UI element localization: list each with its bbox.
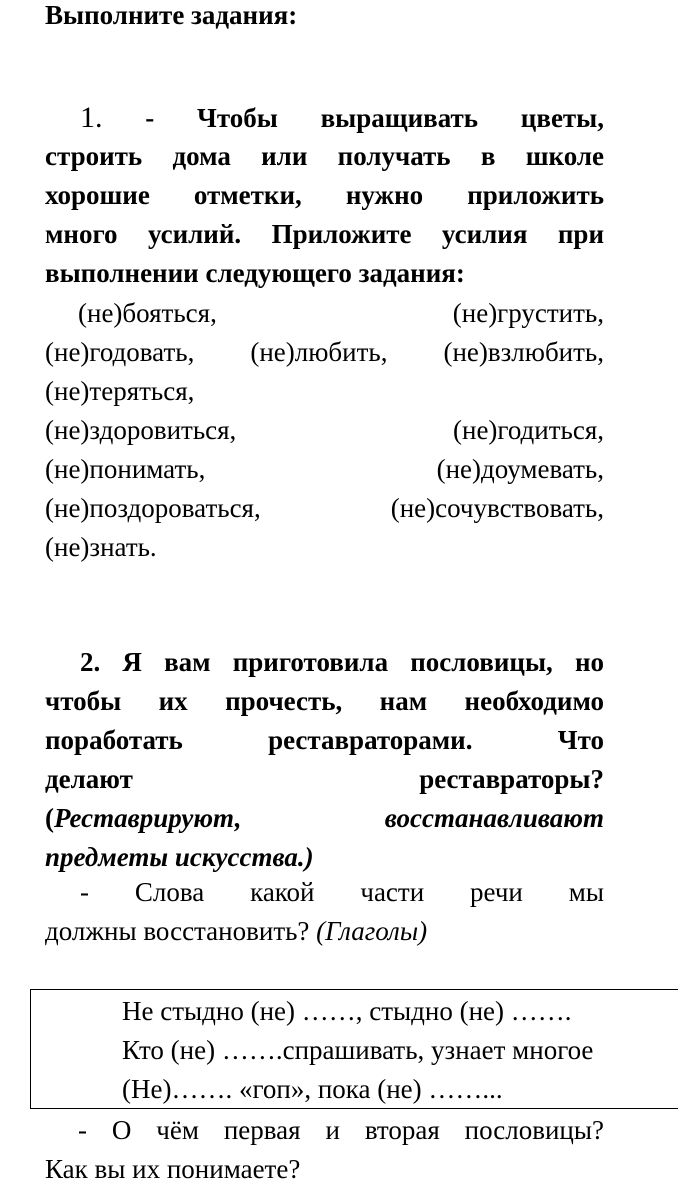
- task2-answer-line: [45, 799, 604, 838]
- task2-intro: [45, 643, 604, 877]
- task1-intro-line: выполнении следующего задания:: [45, 258, 465, 288]
- word-item: (не)грустить,: [452, 298, 604, 328]
- word-item: (не)доумевать,: [436, 454, 604, 484]
- task2-intro-line: поработать реставраторами. Что: [45, 725, 604, 755]
- page-heading: Выполните задания:: [45, 0, 298, 30]
- word-item: (не)понимать,: [45, 454, 206, 484]
- word-item: (не)сочувствовать,: [390, 493, 604, 523]
- open-paren: (: [45, 803, 54, 833]
- proverb-line: Не стыдно (не) ……, стыдно (не) …….: [122, 996, 572, 1026]
- task2-question-line: - Слова какой части речи мы: [80, 877, 604, 907]
- task1-intro-line: много усилий. Приложите усилия при: [45, 219, 604, 249]
- word-item: (не)здоровиться,: [45, 415, 237, 445]
- word-row: [45, 372, 604, 411]
- word-item: (не)бояться,: [78, 298, 217, 328]
- task2-answer-line: предметы искусства.): [45, 842, 314, 872]
- word-item: (не)годовать,: [45, 337, 195, 367]
- word-row: [45, 411, 604, 450]
- task2-question: [45, 873, 604, 951]
- task1-dash: -: [145, 103, 155, 133]
- task1-intro-line: Чтобы выращивать цветы,: [197, 103, 605, 133]
- task1-intro: [45, 98, 604, 293]
- final-question: [45, 1111, 604, 1189]
- word-row: [45, 528, 604, 567]
- task2-intro-line: чтобы их прочесть, нам необходимо: [45, 686, 604, 716]
- word-row: [45, 333, 604, 372]
- word-item: (не)взлюбить,: [443, 337, 604, 367]
- word-row: [45, 489, 604, 528]
- word-item: (не)любить,: [250, 337, 388, 367]
- proverbs-box: [30, 989, 678, 1109]
- task2-intro-line: делают реставраторы?: [45, 764, 604, 794]
- task2-answer-italic: Реставрируют, восстанавливают: [54, 803, 604, 833]
- question-text: должны восстановить?: [45, 916, 317, 946]
- final-question-line: Как вы их понимаете?: [45, 1154, 301, 1184]
- word-item: (не)годиться,: [453, 415, 604, 445]
- word-item: (не)знать.: [45, 532, 157, 562]
- proverb-line: (Не)……. «гоп», пока (не) ……...: [122, 1074, 503, 1104]
- final-question-line: - О чём первая и вторая пословицы?: [78, 1115, 604, 1145]
- task1-intro-line: строить дома или получать в школе: [45, 141, 604, 171]
- word-row: [45, 450, 604, 489]
- word-row: [45, 294, 604, 333]
- word-item: (не)поздороваться,: [45, 493, 261, 523]
- question-answer: (Глаголы): [316, 916, 428, 946]
- proverb-line: Кто (не) …….спрашивать, узнает многое: [122, 1035, 594, 1065]
- task2-question-line: [45, 912, 604, 951]
- task1-word-list: [45, 294, 604, 567]
- task1-first-line: [45, 98, 604, 137]
- word-item: (не)теряться,: [45, 376, 195, 406]
- task1-number: 1.: [80, 101, 103, 134]
- task1-intro-line: хорошие отметки, нужно приложить: [45, 180, 604, 210]
- task2-intro-line: 2. Я вам приготовила пословицы, но: [80, 647, 604, 677]
